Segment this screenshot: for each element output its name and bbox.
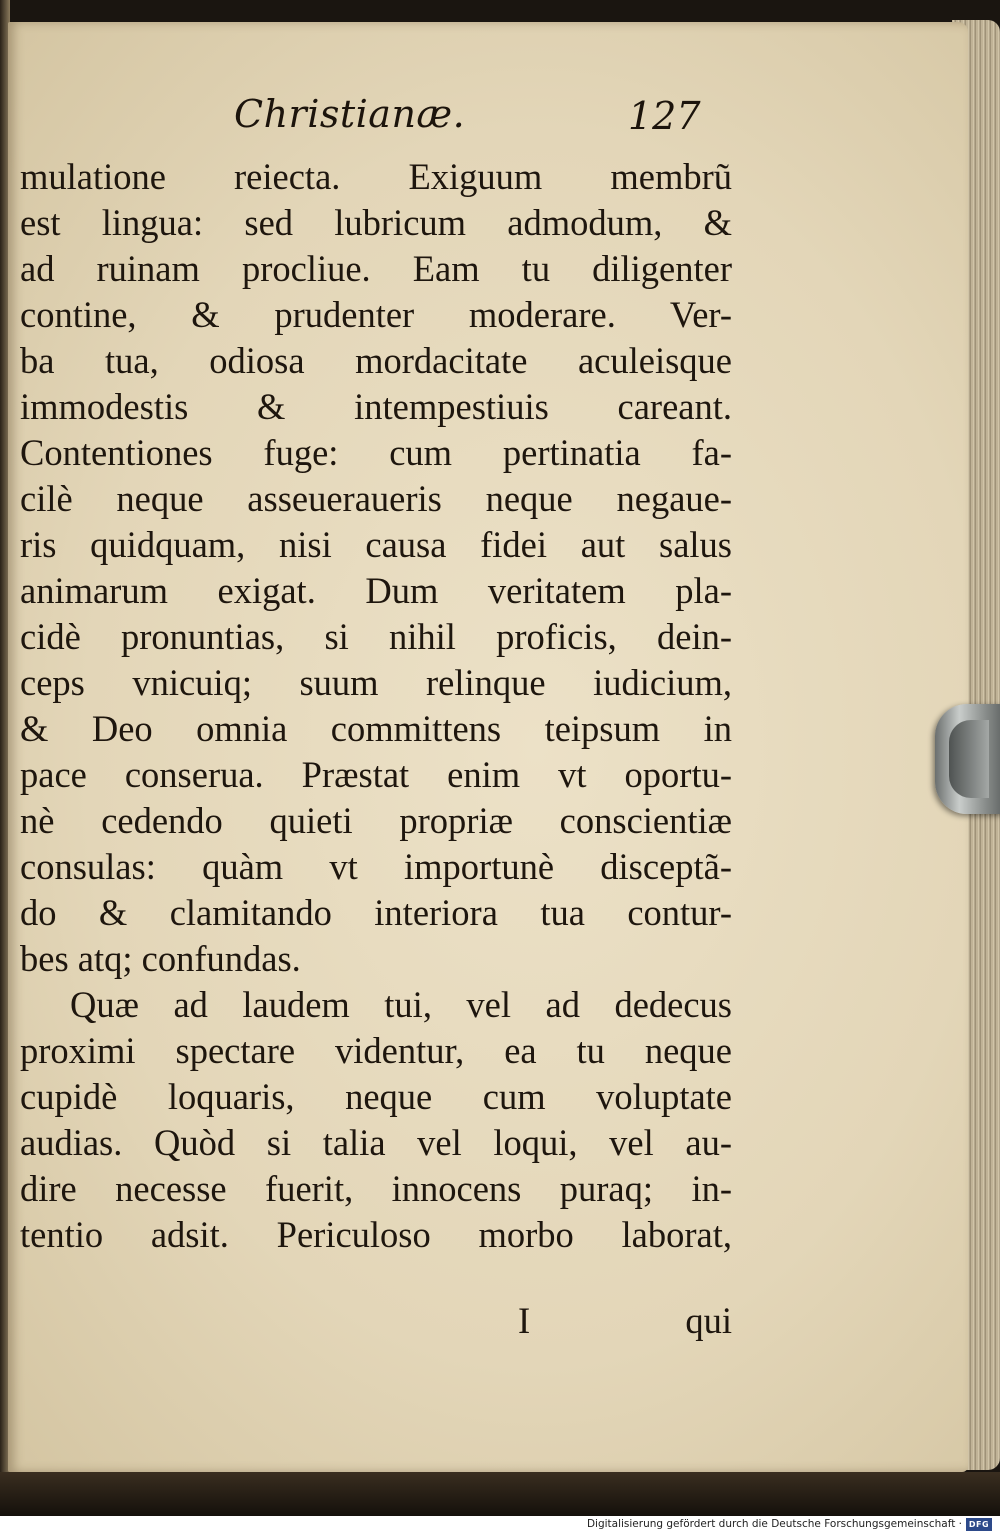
text-line: cidè pronuntias, si nihil proficis, dein- [20,616,732,657]
text-line: immodestis & intempestiuis careant. [20,386,732,427]
funding-credit: Digitalisierung gefördert durch die Deutsche Forschungsgemeinschaft · [586,1518,962,1530]
book-page [8,22,968,1472]
text-line: animarum exigat. Dum veritatem pla- [20,570,732,611]
text-line: consulas: quàm vt importunè disceptã- [20,846,732,887]
text-line: nè cedendo quieti propriæ conscientiæ [20,800,732,841]
catchword: qui [685,1300,732,1341]
text-line: Quæ ad laudem tui, vel ad dedecus [70,984,732,1025]
text-line: dire necesse fuerit, innocens puraq; in- [20,1168,732,1209]
text-line: proximi spectare videntur, ea tu neque [20,1030,732,1071]
text-line: ba tua, odiosa mordacitate aculeisque [20,340,732,381]
text-line: bes atq; confundas. [20,938,301,979]
running-head: Christianæ. [234,92,466,136]
paragraph-2 [20,982,732,1258]
text-line: cilè neque asseueraueris neque negaue- [20,478,732,519]
text-line: cupidè loquaris, neque cum voluptate [20,1076,732,1117]
dfg-logo: DFG [966,1518,992,1531]
text-line: contine, & prudenter moderare. Ver- [20,294,732,335]
text-line: pace conserua. Præstat enim vt oportu- [20,754,732,795]
text-line: do & clamitando interiora tua contur- [20,892,732,933]
text-line: ris quidquam, nisi causa fidei aut salus [20,524,732,565]
text-line: & Deo omnia committens teipsum in [20,708,732,749]
catchword-line [20,1298,732,1344]
signature-mark: I [518,1300,531,1341]
text-line: tentio adsit. Periculoso morbo laborat, [20,1214,732,1255]
digitization-footer [0,1516,1000,1534]
text-line: ad ruinam procliue. Eam tu diligenter [20,248,732,289]
text-line: est lingua: sed lubricum admodum, & [20,202,732,243]
text-line: ceps vnicuiq; suum relinque iudicium, [20,662,732,703]
bottom-shadow [0,1472,1000,1516]
page-number: 127 [628,94,701,138]
text-block [20,154,732,1258]
text-line: Contentiones fuge: cum pertinatia fa- [20,432,732,473]
book-clasp [935,704,1000,814]
text-line: audias. Quòd si talia vel loqui, vel au- [20,1122,732,1163]
paragraph-1 [20,154,732,982]
text-line: mulatione reiecta. Exiguum membrũ [20,156,732,197]
